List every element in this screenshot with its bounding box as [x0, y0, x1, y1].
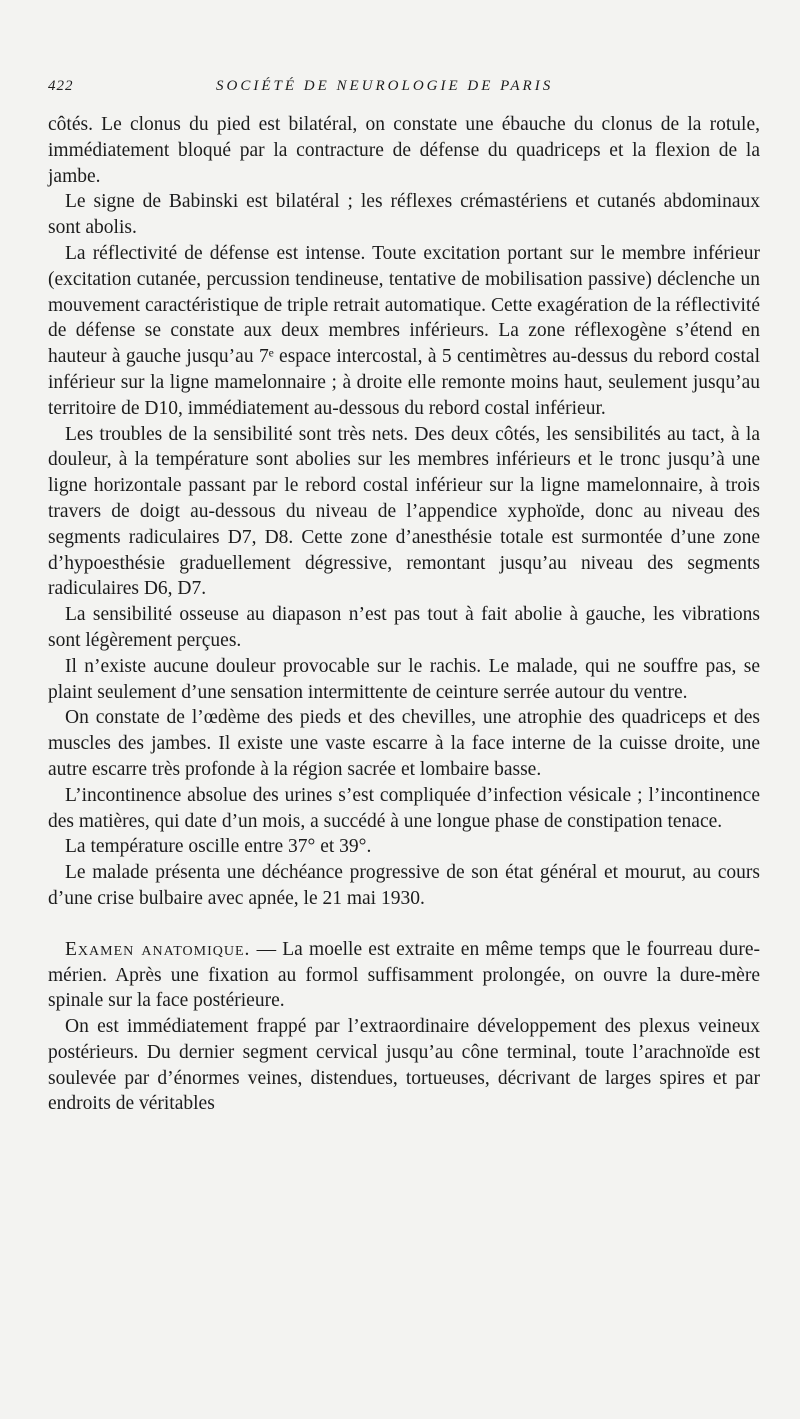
section-paragraph [48, 937, 760, 1014]
running-title: SOCIÉTÉ DE NEUROLOGIE DE PARIS [216, 78, 554, 94]
paragraph: Le malade présenta une déchéance progressive de son état général et mourut, au cours d’une crise bulbaire avec apnée, le 21 mai 1930. [48, 862, 760, 909]
paragraph: La sensibilité osseuse au diapason n’est pas tout à fait abolie à gauche, les vibrations sont légèrement perçues. [48, 604, 760, 651]
paragraph: On constate de l’œdème des pieds et des chevilles, une atrophie des quadriceps et des muscles des jambes. Il existe une vaste escarre à la face interne de la cuisse droite, une autre escarre très profonde à la région sacrée et lombaire basse. [48, 707, 760, 780]
paragraph: Il n’existe aucune douleur provocable sur le rachis. Le malade, qui ne souffre pas, se plaint seulement d’une sensation intermittente de ceinture serrée autour du ventre. [48, 655, 760, 703]
paragraph: On est immédiatement frappé par l’extraordinaire développement des plexus veineux postérieurs. Du dernier segment cervical jusqu’au cône terminal, toute l’arachnoïde est soulevée par d’énormes veines, distendues, tortueuses, décrivant de larges spires et par endroits de véritables [48, 1016, 760, 1115]
page-number: 422 [48, 78, 74, 94]
paragraph: La réflectivité de défense est intense. Toute excitation portant sur le membre inférieur (excitation cutanée, percussion tendineuse, tentative de mobilisation passive) déclenche un mouvement caractéristique de triple retrait automatique. Cette exagération de la réflectivité de défense se constate aux deux membres inférieurs. La zone réflexogène s’étend en hauteur à gauche jusqu’au 7ᵉ espace intercostal, à 5 centimètres au-dessus du rebord costal inférieur sur la ligne mamelonnaire ; à droite elle remonte moins haut, seulement jusqu’au territoire de D10, immédiatement au-dessous du rebord costal inférieur. [48, 242, 760, 419]
section-text: — La moelle est extraite en même temps que le fourreau dure-mérien. Après une fixation au formol suffisamment prolongée, on ouvre la dure-mère spinale sur la face postérieure. [48, 938, 760, 1012]
running-head [48, 78, 748, 100]
paragraph: La température oscille entre 37° et 39°. [65, 836, 372, 858]
paragraph: L’incontinence absolue des urines s’est compliquée d’infection vésicale ; l’incontinence des matières, qui date d’un mois, a succédé à une longue phase de constipation tenace. [48, 784, 760, 832]
section-heading: Examen anatomique. [65, 938, 251, 960]
body-text [48, 112, 760, 1117]
paragraph: Les troubles de la sensibilité sont très nets. Des deux côtés, les sensibilités au tact, à la douleur, à la température sont abolies sur les membres inférieurs et le tronc jusqu’à une ligne horizontale passant par le rebord costal inférieur sur la ligne mamelonnaire, à trois travers de doigt au-dessous du niveau de l’appendice xyphoïde, donc au niveau des segments radiculaires D7, D8. Cette zone d’anesthésie totale est surmontée d’une zone d’hypoesthésie graduellement dégressive, remontant jusqu’au niveau des segments radiculaires D6, D7. [48, 423, 760, 600]
paragraph: Le signe de Babinski est bilatéral ; les réflexes crémastériens et cutanés abdominaux sont abolis. [48, 191, 760, 239]
paragraph: côtés. Le clonus du pied est bilatéral, on constate une ébauche du clonus de la rotule, immédiatement bloqué par la contracture de défense du quadriceps et la flexion de la jambe. [48, 114, 760, 187]
